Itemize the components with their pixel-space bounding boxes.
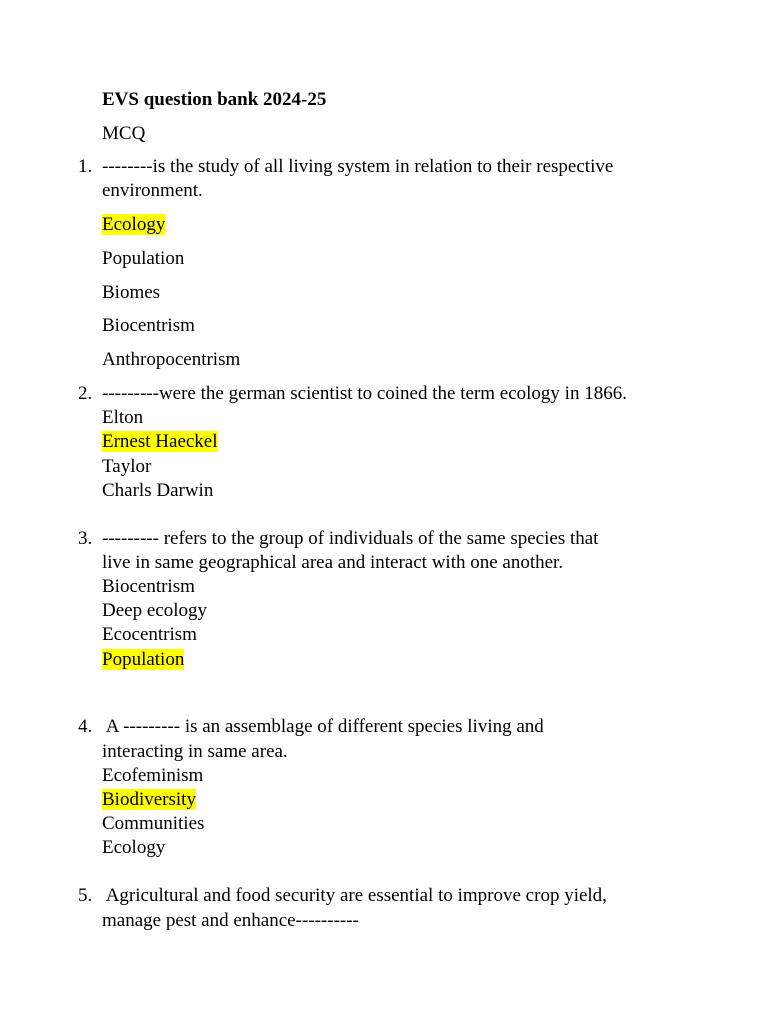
question-3-option-3: Ecocentrism [102, 624, 197, 645]
question-2-option-2 [102, 430, 218, 454]
question-4-number: 4. [78, 716, 93, 737]
question-2-number: 2. [78, 383, 93, 404]
question-1-option-1 [102, 213, 165, 237]
answer-highlight: Ernest Haeckel [102, 431, 218, 452]
question-5-text-line-2: manage pest and enhance---------- [102, 910, 359, 931]
question-4-option-3: Communities [102, 813, 205, 834]
question-1-option-4: Biocentrism [102, 315, 195, 336]
question-4-option-4: Ecology [102, 837, 166, 858]
question-5-number: 5. [78, 885, 93, 906]
question-3-text-line-2: live in same geographical area and interact with one another. [102, 552, 564, 573]
question-1-option-5: Anthropocentrism [102, 349, 241, 370]
answer-highlight: Population [102, 649, 185, 670]
question-3-text-line-1: --------- refers to the group of individuals of the same species that [102, 528, 599, 549]
question-4-option-2 [102, 788, 196, 812]
question-2-option-3: Taylor [102, 456, 152, 477]
question-1-option-2: Population [102, 248, 185, 269]
question-2-option-4: Charls Darwin [102, 480, 214, 501]
question-1-number: 1. [78, 156, 93, 177]
question-3-option-2: Deep ecology [102, 600, 207, 621]
question-4-text-line-2: interacting in same area. [102, 741, 288, 762]
answer-highlight: Biodiversity [102, 789, 196, 810]
question-1-text-line-2: environment. [102, 180, 203, 201]
answer-highlight: Ecology [102, 214, 166, 235]
question-4-option-1: Ecofeminism [102, 765, 204, 786]
question-2-option-1: Elton [102, 407, 144, 428]
question-4-text-line-1: A --------- is an assemblage of different species living and [102, 716, 544, 737]
question-1-option-3: Biomes [102, 282, 161, 303]
page-title: EVS question bank 2024-25 [102, 89, 327, 110]
question-1-text-line-1: --------is the study of all living system in relation to their respective [102, 156, 614, 177]
question-3-number: 3. [78, 528, 93, 549]
question-2-text-line-1: ---------were the german scientist to coined the term ecology in 1866. [102, 383, 627, 404]
question-5-text-line-1: Agricultural and food security are essential to improve crop yield, [102, 885, 607, 906]
question-3-option-1: Biocentrism [102, 576, 195, 597]
question-3-option-4 [102, 648, 184, 672]
section-heading: MCQ [102, 123, 146, 144]
